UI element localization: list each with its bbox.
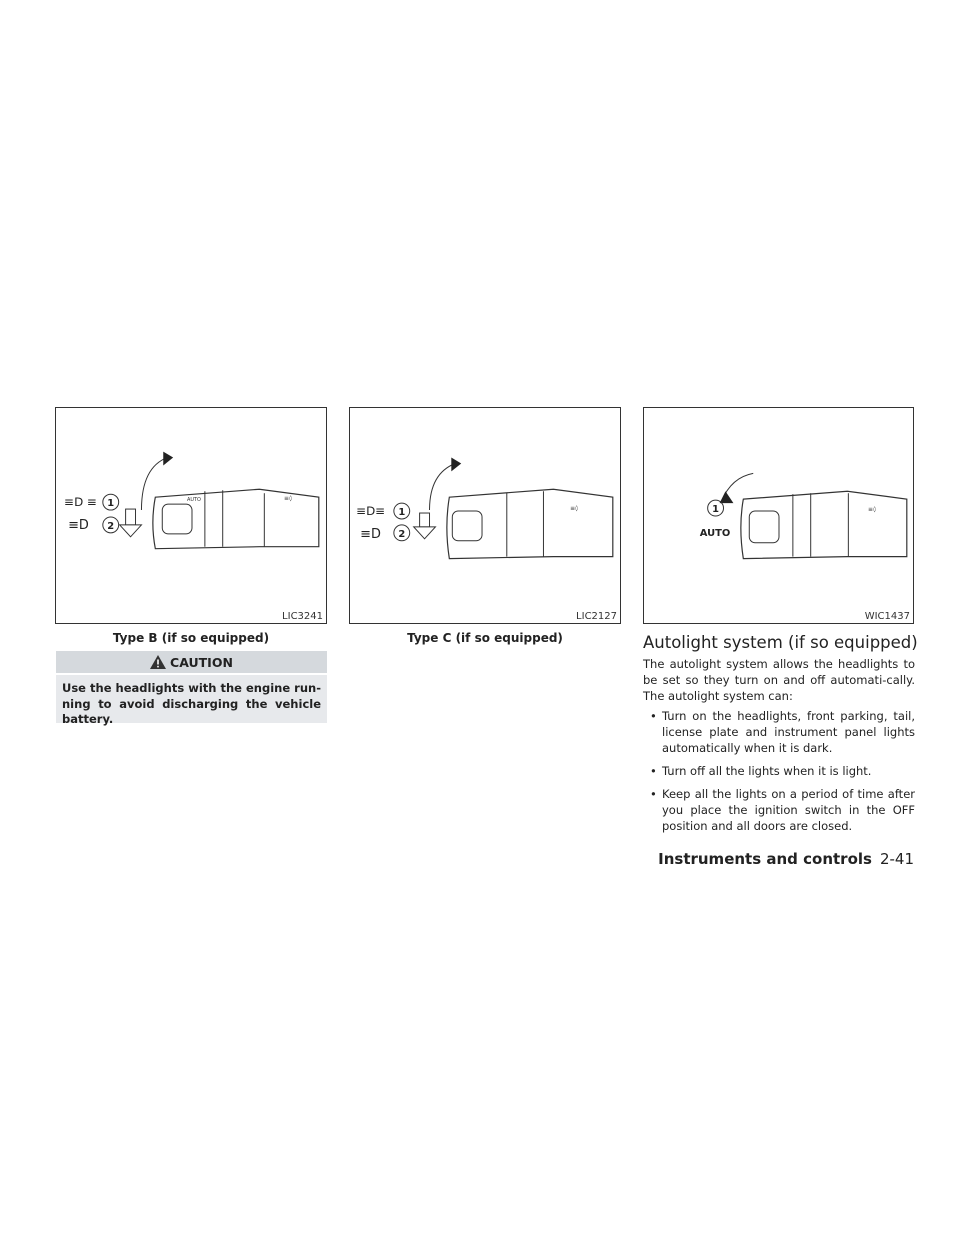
callout-1: 1: [398, 507, 406, 519]
page-number: 2-41: [879, 850, 914, 868]
callout-2: 2: [398, 528, 406, 540]
auto-label: AUTO: [699, 527, 731, 539]
svg-text:≡◊: ≡◊: [868, 506, 877, 514]
svg-text:≡◊: ≡◊: [284, 495, 293, 503]
figure-type-b: [55, 407, 327, 624]
headlight-switch-illustration-c: [350, 408, 620, 623]
figure-caption-type-b: Type B (if so equipped): [112, 631, 270, 645]
figure-code: LIC2127: [576, 611, 617, 622]
warning-icon: [150, 655, 166, 669]
list-item: • Turn on the headlights, front parking, tail, license plate and instrument panel lights automatically when it is dark.: [650, 709, 915, 755]
figure-autolight: [643, 407, 914, 624]
headlight-switch-illustration-b: [56, 408, 326, 623]
headlight-icon: ≡D≡: [356, 504, 386, 519]
autolight-switch-illustration: [644, 408, 913, 623]
page-footer: [658, 850, 914, 868]
svg-text:≡◊: ≡◊: [570, 505, 579, 513]
callout-1: 1: [712, 504, 720, 516]
figure-code: LIC3241: [282, 611, 323, 622]
caution-title: CAUTION: [170, 654, 233, 670]
feature-list: [648, 708, 915, 841]
section-intro: The autolight system allows the headlights to be set so they turn on and off automati-cally. The autolight system can:: [643, 657, 915, 703]
callout-2: 2: [107, 520, 115, 532]
high-beam-icon: ≡D: [360, 526, 381, 542]
headlight-icon: ≡D ≡: [64, 495, 98, 510]
svg-text:AUTO: AUTO: [187, 497, 201, 504]
caution-header: [56, 651, 327, 673]
figure-type-c: [349, 407, 621, 624]
section-title: Autolight system (if so equipped): [643, 633, 918, 652]
high-beam-icon: ≡D: [68, 517, 89, 533]
caution-text: Use the headlights with the engine run-ning to avoid discharging the vehicle battery.: [56, 675, 327, 723]
list-item: • Turn off all the lights when it is light.: [650, 764, 872, 778]
figure-caption-type-c: Type C (if so equipped): [407, 631, 563, 645]
list-item: • Keep all the lights on a period of time after you place the ignition switch in the OFF position and all doors are closed.: [650, 787, 915, 833]
callout-1: 1: [107, 498, 115, 510]
figure-code: WIC1437: [864, 611, 910, 622]
footer-section: Instruments and controls: [658, 850, 872, 868]
